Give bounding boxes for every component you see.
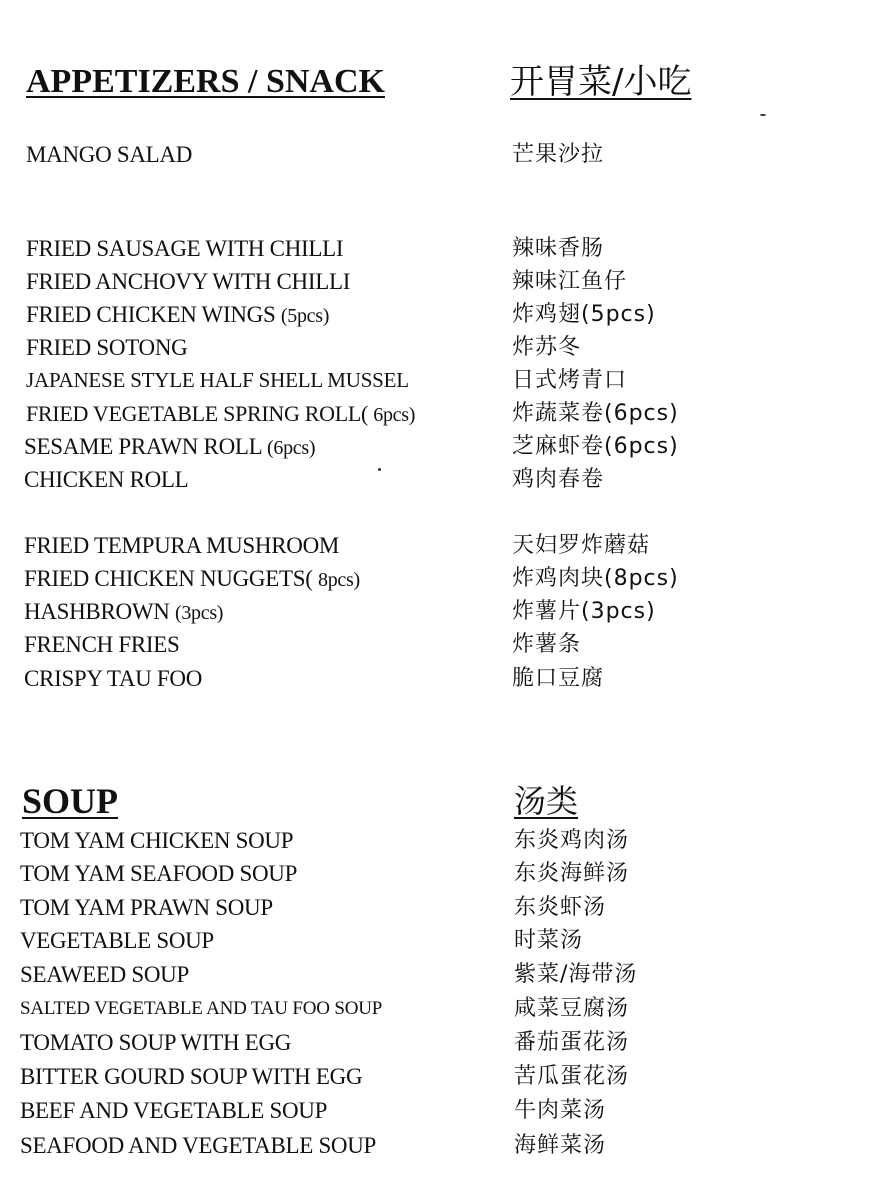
menu-item: [0, 562, 890, 595]
section-title-appetizers: APPETIZERS / SNACK: [26, 63, 385, 100]
item-name-en: CRISPY TAU FOO: [24, 666, 203, 691]
item-name-zh: 炸鸡肉块(8pcs): [512, 566, 679, 591]
item-name-zh: 炸薯条: [512, 632, 582, 657]
menu-item: [0, 992, 890, 1025]
item-name-en: FRIED SOTONG: [26, 335, 188, 360]
item-quantity: (3pcs): [174, 602, 224, 624]
item-name-zh: 番茄蛋花汤: [514, 1030, 630, 1055]
item-name-en: FRIED CHICKEN WINGS (5pcs): [26, 302, 330, 327]
item-name-zh: 牛肉菜汤: [514, 1098, 607, 1123]
item-name-zh: 苦瓜蛋花汤: [514, 1064, 630, 1089]
menu-item: [0, 463, 890, 496]
item-name-zh: 炸蔬菜卷(6pcs): [512, 401, 679, 426]
item-quantity: (6pcs): [267, 437, 316, 459]
menu-item: [0, 924, 890, 957]
item-name-en: FRIED SAUSAGE WITH CHILLI: [26, 236, 344, 261]
menu-item: [0, 331, 890, 364]
menu-item: [0, 138, 890, 171]
menu-item: [0, 1129, 890, 1162]
menu-item: [0, 1060, 890, 1093]
item-name-zh: 东炎海鲜汤: [514, 861, 630, 886]
item-quantity: 8pcs): [318, 569, 360, 591]
menu-item: [0, 1026, 890, 1059]
item-name-en: SESAME PRAWN ROLL (6pcs): [24, 434, 316, 459]
menu-item: [0, 958, 890, 991]
item-name-en: TOMATO SOUP WITH EGG: [20, 1030, 292, 1055]
menu-item: [0, 628, 890, 661]
item-name-zh: 辣味江鱼仔: [512, 269, 628, 294]
item-name-zh: 时菜汤: [514, 928, 584, 953]
item-name-zh: 炸薯片(3pcs): [512, 599, 656, 624]
item-name-zh: 炸鸡翅(5pcs): [512, 302, 656, 327]
item-name-en: FRENCH FRIES: [24, 632, 180, 657]
scan-speck: [760, 114, 766, 116]
item-name-zh: 天妇罗炸蘑菇: [512, 533, 651, 558]
item-name-zh: 日式烤青口: [512, 368, 628, 393]
item-name-zh: 脆口豆腐: [512, 666, 605, 691]
item-name-en: SEAFOOD AND VEGETABLE SOUP: [20, 1133, 377, 1158]
item-name-en: VEGETABLE SOUP: [20, 928, 214, 953]
item-name-en: HASHBROWN (3pcs): [24, 599, 224, 624]
menu-item: [0, 265, 890, 298]
item-name-zh: 紫菜/海带汤: [514, 962, 638, 987]
item-name-en: SALTED VEGETABLE AND TAU FOO SOUP: [20, 998, 383, 1019]
menu-item: [0, 298, 890, 331]
item-name-en: BITTER GOURD SOUP WITH EGG: [20, 1064, 363, 1089]
menu-item: [0, 824, 890, 857]
menu-item: [0, 662, 890, 695]
item-name-en: TOM YAM SEAFOOD SOUP: [20, 861, 298, 886]
item-name-zh: 辣味香肠: [512, 236, 605, 261]
menu-item: [0, 891, 890, 924]
item-name-en: CHICKEN ROLL: [24, 467, 189, 492]
item-name-en: BEEF AND VEGETABLE SOUP: [20, 1098, 328, 1123]
menu-item: [0, 397, 890, 430]
menu-item: [0, 857, 890, 890]
item-quantity: (5pcs): [280, 305, 330, 327]
item-name-zh: 鸡肉春卷: [512, 467, 605, 492]
item-name-zh: 东炎虾汤: [514, 895, 607, 920]
menu-item: [0, 364, 890, 397]
menu-item: [0, 1094, 890, 1127]
scan-speck: [378, 468, 381, 471]
item-quantity: 6pcs): [373, 404, 416, 426]
item-name-en: FRIED ANCHOVY WITH CHILLI: [26, 269, 351, 294]
section-title-soup-zh: 汤类: [514, 782, 579, 820]
item-name-zh: 芝麻虾卷(6pcs): [512, 434, 679, 459]
item-name-en: SEAWEED SOUP: [20, 962, 189, 987]
menu-item: [0, 430, 890, 463]
item-name-en: MANGO SALAD: [26, 142, 193, 167]
section-title-appetizers-zh: 开胃菜/小吃: [510, 62, 692, 102]
item-name-zh: 芒果沙拉: [512, 142, 605, 167]
item-name-en: FRIED TEMPURA MUSHROOM: [24, 533, 340, 558]
item-name-zh: 炸苏冬: [512, 335, 582, 360]
item-name-en: FRIED VEGETABLE SPRING ROLL( 6pcs): [26, 401, 416, 426]
item-name-zh: 东炎鸡肉汤: [514, 828, 630, 853]
item-name-zh: 海鲜菜汤: [514, 1133, 607, 1158]
section-title-soup: SOUP: [22, 781, 119, 821]
item-name-en: TOM YAM PRAWN SOUP: [20, 895, 273, 920]
item-name-zh: 咸菜豆腐汤: [514, 996, 630, 1021]
item-name-en: FRIED CHICKEN NUGGETS( 8pcs): [24, 566, 360, 591]
item-name-en: JAPANESE STYLE HALF SHELL MUSSEL: [26, 368, 409, 392]
menu-item: [0, 529, 890, 562]
item-name-en: TOM YAM CHICKEN SOUP: [20, 828, 294, 853]
menu-item: [0, 232, 890, 265]
menu-item: [0, 595, 890, 628]
